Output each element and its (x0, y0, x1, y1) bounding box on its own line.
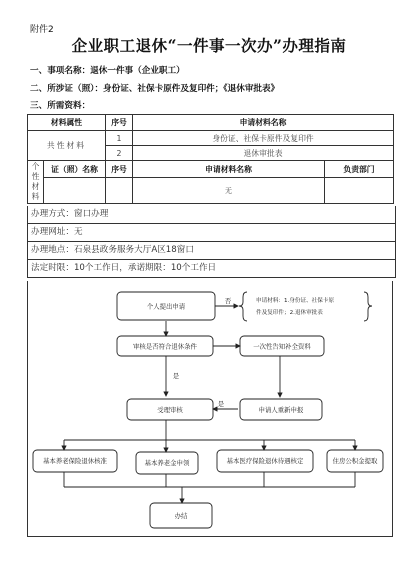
note-line-2: 件及复印件；2.退休审批表 (256, 310, 323, 316)
individual-label-text: 个 性 材 料 (31, 162, 40, 201)
section-materials: 三、所需资料： (30, 101, 91, 111)
section-license: 二、所涉证（照）：身份证、社保卡原件及复印件；《退休审批表》 (30, 84, 280, 94)
row-name: 退休审批表 (133, 146, 394, 161)
page-title: 企业职工退休“一件事一次办”办理指南 (71, 36, 347, 55)
label-yes: 是 (172, 372, 180, 380)
attachment-label: 附件2 (30, 25, 54, 35)
header-cert: 证（照）名称 (44, 161, 106, 178)
row-no: 1 (106, 131, 133, 146)
row-no: 2 (106, 146, 133, 161)
info-website: 办理网址：无 (27, 224, 396, 242)
note-line-1: 申请材料：1.身份证、社保卡原 (256, 298, 335, 304)
info-method: 办理方式：窗口办理 (27, 206, 396, 224)
info-location: 办理地点：石泉县政务服务大厅A区18窗口 (27, 242, 396, 260)
header-name: 申请材料名称 (133, 115, 394, 131)
section-item-name: 一、事项名称：退休一件事（企业职工） (30, 66, 185, 76)
header-attr: 材料属性 (28, 115, 106, 131)
step-notify: 一次性告知补全资料 (253, 342, 311, 351)
step-reapply: 申请人重新申报 (258, 406, 304, 414)
step-pension-claim: 基本养老金申领 (144, 459, 190, 467)
step-housing: 住房公积金提取 (332, 457, 378, 465)
header-no-2: 序号 (106, 161, 133, 178)
brace-icon (364, 292, 372, 321)
step-medical: 基本医疗保险退休待遇核定 (226, 457, 304, 465)
row-name: 身份证、社保卡原件及复印件 (133, 131, 394, 146)
step-submit: 个人提出申请 (146, 302, 186, 311)
common-materials-label: 共性材料 (28, 131, 106, 161)
step-check: 审核是否符合退休条件 (133, 342, 197, 351)
step-pension: 基本养老保险退休核准 (43, 457, 107, 465)
info-deadline: 法定时限：10个工作日，承诺期限：10个工作日 (27, 260, 396, 278)
label-no: 否 (224, 297, 232, 305)
brace-icon (239, 292, 247, 321)
header-name-2: 申请材料名称 (133, 161, 325, 178)
header-dept: 负责部门 (325, 161, 394, 178)
empty-value: 无 (133, 178, 325, 204)
label-yes-2: 是 (217, 400, 225, 408)
step-accept: 受理审核 (157, 406, 183, 414)
header-no: 序号 (106, 115, 133, 131)
step-done: 办结 (174, 512, 188, 520)
